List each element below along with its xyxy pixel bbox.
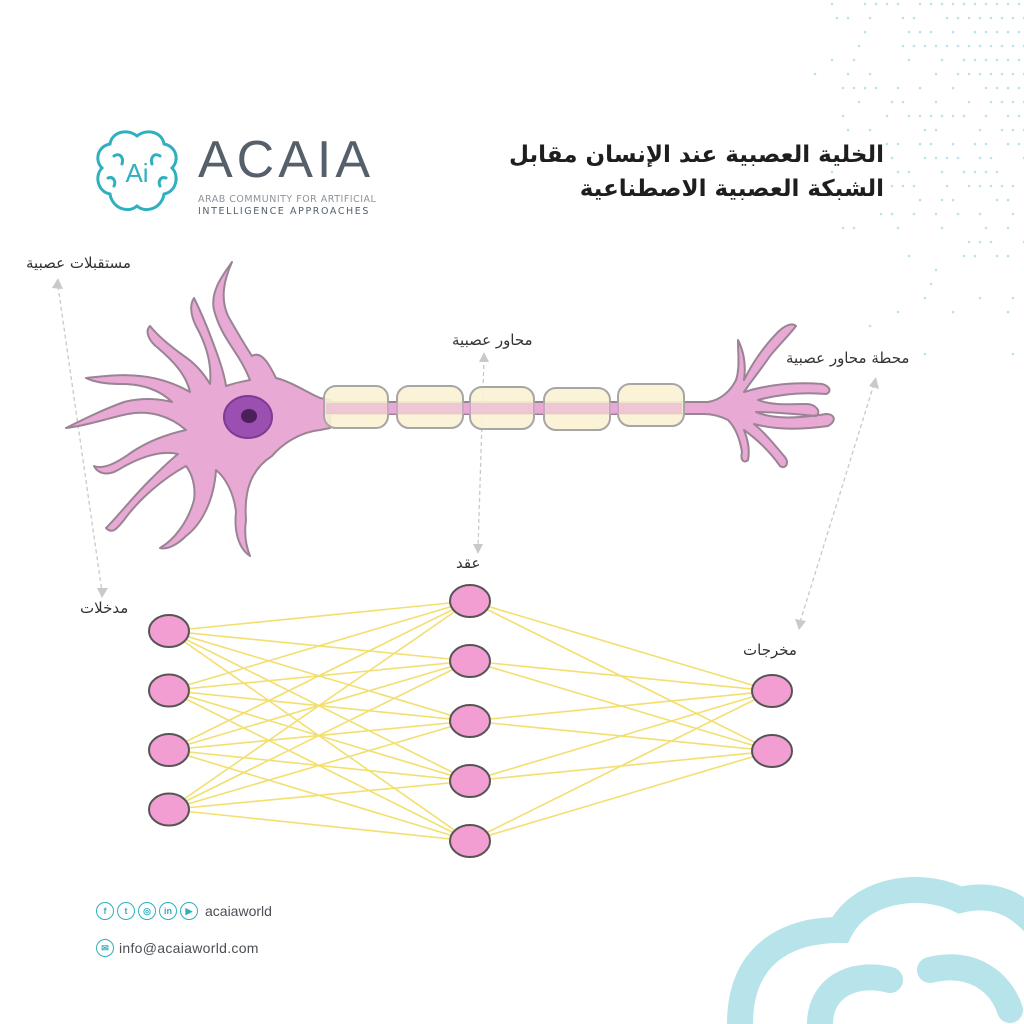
hidden-node [450, 705, 490, 737]
label-outputs: مخرجات [743, 641, 797, 659]
hidden-node [450, 645, 490, 677]
facebook-icon[interactable]: f [96, 902, 114, 920]
network-connection [470, 691, 772, 841]
network-connection [470, 691, 772, 721]
network-connection [169, 601, 470, 631]
hidden-node [450, 825, 490, 857]
input-node [149, 734, 189, 766]
network-nodes [149, 585, 792, 857]
network-connection [470, 601, 772, 691]
label-dendrites: مستقبلات عصبية [26, 254, 131, 272]
label-axon-terminal: محطة محاور عصبية [786, 349, 910, 367]
network-connection [169, 781, 470, 810]
social-handle[interactable]: acaiaworld [205, 903, 272, 919]
brand-subtitle-line1: ARAB COMMUNITY FOR ARTIFICIAL [198, 194, 377, 205]
brand-subtitle-line2: INTELLIGENCE APPROACHES [198, 206, 371, 217]
network-connection [470, 751, 772, 841]
label-axon: محاور عصبية [452, 331, 533, 349]
twitter-icon[interactable]: t [117, 902, 135, 920]
hidden-node [450, 585, 490, 617]
hidden-node [450, 765, 490, 797]
email-row [96, 937, 259, 959]
label-inputs: مدخلات [80, 599, 129, 617]
network-connection [169, 661, 470, 810]
instagram-icon[interactable]: ◎ [138, 902, 156, 920]
network-connection [470, 661, 772, 691]
network-connection [169, 601, 470, 810]
youtube-icon[interactable]: ▶ [180, 902, 198, 920]
network-connection [470, 691, 772, 781]
axon-core [326, 403, 682, 414]
arrow-dendrites-inputs [58, 286, 102, 592]
network-connection [169, 601, 470, 691]
title-line2: الشبكة العصبية الاصطناعية [579, 176, 884, 202]
output-node [752, 675, 792, 707]
linkedin-icon[interactable]: in [159, 902, 177, 920]
brain-watermark-icon [700, 850, 1024, 1024]
input-node [149, 675, 189, 707]
title-line1: الخلية العصبية عند الإنسان مقابل [508, 142, 884, 168]
nucleolus [241, 409, 257, 423]
social-links [96, 900, 272, 922]
brand-name: ACAIA [198, 131, 375, 189]
label-nodes: عقد [456, 554, 481, 572]
input-node [149, 794, 189, 826]
output-node [752, 735, 792, 767]
email-address[interactable]: info@acaiaworld.com [119, 940, 259, 956]
logo-icon-text: Ai [125, 158, 149, 188]
input-node [149, 615, 189, 647]
mail-icon: ✉ [96, 939, 114, 957]
network-connection [169, 601, 470, 750]
network-connection [169, 810, 470, 842]
